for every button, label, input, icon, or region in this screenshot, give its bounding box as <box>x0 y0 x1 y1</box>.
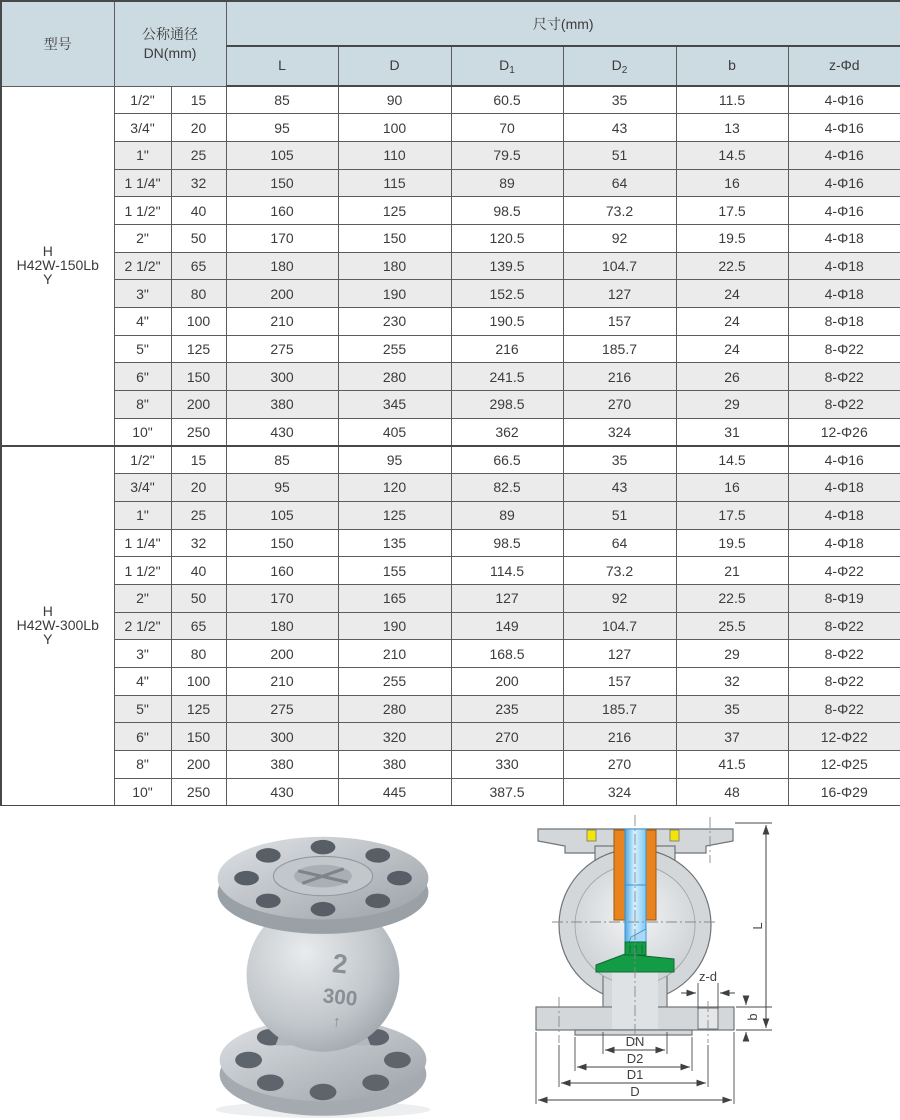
spec-cell: 155 <box>338 557 451 585</box>
spec-cell: 73.2 <box>563 197 676 225</box>
spec-cell: 4" <box>114 308 171 336</box>
header-dn-line2: DN(mm) <box>143 44 197 61</box>
table-row <box>1 557 900 585</box>
spec-cell: 92 <box>563 224 676 252</box>
spec-cell: 16 <box>676 169 788 197</box>
spec-cell: 168.5 <box>451 640 563 668</box>
header-model: 型号 <box>1 1 114 86</box>
model-text: H <box>42 603 53 620</box>
spec-cell: 4-Φ16 <box>788 86 900 114</box>
spec-cell: 110 <box>338 141 451 169</box>
spec-cell: 8-Φ22 <box>788 391 900 419</box>
spec-cell: 6" <box>114 723 171 751</box>
spec-cell: 80 <box>171 280 226 308</box>
spec-cell: 25 <box>171 501 226 529</box>
spec-cell: 51 <box>563 501 676 529</box>
spec-cell: 160 <box>226 557 338 585</box>
table-row <box>1 501 900 529</box>
spec-cell: 270 <box>563 391 676 419</box>
valve-photo <box>168 814 478 1120</box>
spec-cell: 320 <box>338 723 451 751</box>
dim-label-L: L <box>750 922 765 930</box>
spec-cell: 3" <box>114 280 171 308</box>
spec-cell: 19.5 <box>676 529 788 557</box>
spec-cell: 35 <box>563 446 676 474</box>
table-row <box>1 280 900 308</box>
spec-cell: 190 <box>338 612 451 640</box>
spec-cell: 64 <box>563 529 676 557</box>
spec-cell: 8" <box>114 391 171 419</box>
spec-cell: 104.7 <box>563 252 676 280</box>
spec-cell: 8-Φ22 <box>788 335 900 363</box>
spec-cell: 4-Φ18 <box>788 280 900 308</box>
spec-cell: 25 <box>171 141 226 169</box>
table-row <box>1 751 900 779</box>
spec-cell: 127 <box>563 280 676 308</box>
spec-cell: 8-Φ19 <box>788 584 900 612</box>
table-row <box>1 723 900 751</box>
spec-cell: 280 <box>338 695 451 723</box>
table-row <box>1 335 900 363</box>
spec-cell: 8-Φ22 <box>788 695 900 723</box>
spec-cell: 100 <box>338 114 451 142</box>
table-row <box>1 252 900 280</box>
spec-cell: 73.2 <box>563 557 676 585</box>
spec-cell: 380 <box>226 751 338 779</box>
spec-cell: 43 <box>563 114 676 142</box>
spec-cell: 80 <box>171 640 226 668</box>
spec-cell: 4" <box>114 667 171 695</box>
spec-cell: 35 <box>676 695 788 723</box>
spec-cell: 41.5 <box>676 751 788 779</box>
spec-cell: 14.5 <box>676 141 788 169</box>
spec-cell: 125 <box>171 335 226 363</box>
spec-cell: 275 <box>226 335 338 363</box>
spec-cell: 170 <box>226 584 338 612</box>
spec-cell: 120.5 <box>451 224 563 252</box>
table-row <box>1 474 900 502</box>
spec-cell: 10" <box>114 418 171 446</box>
spec-cell: 8-Φ22 <box>788 612 900 640</box>
spec-cell: 95 <box>226 474 338 502</box>
table-row <box>1 667 900 695</box>
model-text: H42W-300Lb <box>16 617 99 634</box>
spec-cell: 65 <box>171 612 226 640</box>
spec-cell: 82.5 <box>451 474 563 502</box>
spec-cell: 32 <box>171 169 226 197</box>
spec-cell: 4-Φ18 <box>788 224 900 252</box>
model-text: Y <box>43 631 53 648</box>
figures-section <box>0 806 900 1118</box>
spec-cell: 1" <box>114 141 171 169</box>
spec-cell: 70 <box>451 114 563 142</box>
spec-cell: 115 <box>338 169 451 197</box>
spec-cell: 275 <box>226 695 338 723</box>
spec-cell: 64 <box>563 169 676 197</box>
spec-cell: 29 <box>676 391 788 419</box>
header-dim-D1: $D_1$ <box>451 46 563 86</box>
spec-cell: 216 <box>563 363 676 391</box>
table-row <box>1 529 900 557</box>
spec-cell: 210 <box>226 308 338 336</box>
model-text: Y <box>43 271 53 288</box>
spec-cell: 26 <box>676 363 788 391</box>
spec-cell: 92 <box>563 584 676 612</box>
spec-cell: 43 <box>563 474 676 502</box>
spec-cell: 170 <box>226 224 338 252</box>
spec-cell: 8-Φ22 <box>788 640 900 668</box>
model-text: H42W-150Lb <box>16 257 99 274</box>
spec-cell: 324 <box>563 778 676 806</box>
spec-cell: 210 <box>226 667 338 695</box>
model-text: H <box>42 243 53 260</box>
spec-cell: 95 <box>338 446 451 474</box>
spec-cell: 139.5 <box>451 252 563 280</box>
spec-cell: 255 <box>338 667 451 695</box>
spec-cell: 149 <box>451 612 563 640</box>
photo-marking-arrow: ↑ <box>331 1013 342 1031</box>
spec-cell: 8-Φ22 <box>788 667 900 695</box>
spec-cell: 4-Φ18 <box>788 529 900 557</box>
spec-cell: 255 <box>338 335 451 363</box>
spec-cell: 1 1/2" <box>114 197 171 225</box>
spec-cell: 4-Φ16 <box>788 197 900 225</box>
spec-cell: 12-Φ25 <box>788 751 900 779</box>
table-row <box>1 363 900 391</box>
spec-cell: 8-Φ18 <box>788 308 900 336</box>
header-size: 尺寸(mm) <box>226 1 900 46</box>
spec-cell: 230 <box>338 308 451 336</box>
spec-cell: 165 <box>338 584 451 612</box>
spec-cell: 35 <box>563 86 676 114</box>
spec-cell: 157 <box>563 308 676 336</box>
spec-cell: 105 <box>226 501 338 529</box>
spec-cell: 17.5 <box>676 501 788 529</box>
spec-cell: 4-Φ18 <box>788 501 900 529</box>
spec-cell: 150 <box>171 723 226 751</box>
spec-cell: 11.5 <box>676 86 788 114</box>
spec-cell: 300 <box>226 363 338 391</box>
spec-cell: 430 <box>226 778 338 806</box>
spec-cell: 85 <box>226 86 338 114</box>
spec-cell: 241.5 <box>451 363 563 391</box>
spec-cell: 280 <box>338 363 451 391</box>
spec-cell: 330 <box>451 751 563 779</box>
spec-cell: 51 <box>563 141 676 169</box>
spec-cell: 114.5 <box>451 557 563 585</box>
spec-cell: 21 <box>676 557 788 585</box>
dim-label-D2: D2 <box>626 1051 644 1066</box>
spec-cell: 4-Φ16 <box>788 169 900 197</box>
spec-cell: 15 <box>171 446 226 474</box>
spec-cell: 190.5 <box>451 308 563 336</box>
spec-cell: 90 <box>338 86 451 114</box>
spec-cell: 185.7 <box>563 695 676 723</box>
spec-cell: 127 <box>563 640 676 668</box>
spec-cell: 85 <box>226 446 338 474</box>
packing-right <box>670 830 679 841</box>
spec-cell: 4-Φ16 <box>788 141 900 169</box>
spec-cell: 430 <box>226 418 338 446</box>
spec-cell: 150 <box>338 224 451 252</box>
spec-cell: 10" <box>114 778 171 806</box>
spec-cell: 3/4" <box>114 114 171 142</box>
table-row <box>1 584 900 612</box>
table-row <box>1 778 900 806</box>
spec-cell: 210 <box>338 640 451 668</box>
dim-label-D: D <box>630 1084 640 1099</box>
spec-cell: 95 <box>226 114 338 142</box>
spec-cell: 250 <box>171 778 226 806</box>
spec-cell: 250 <box>171 418 226 446</box>
spec-cell: 6" <box>114 363 171 391</box>
spec-cell: 60.5 <box>451 86 563 114</box>
spec-cell: 19.5 <box>676 224 788 252</box>
table-row <box>1 141 900 169</box>
spec-cell: 200 <box>451 667 563 695</box>
spec-cell: 2 1/2" <box>114 612 171 640</box>
spec-cell: 13 <box>676 114 788 142</box>
dim-label-D1: D1 <box>626 1067 644 1082</box>
spec-cell: 4-Φ16 <box>788 114 900 142</box>
spec-cell: 15 <box>171 86 226 114</box>
spec-cell: 2" <box>114 584 171 612</box>
spec-cell: 98.5 <box>451 529 563 557</box>
spec-cell: 200 <box>171 391 226 419</box>
spec-cell: 4-Φ18 <box>788 252 900 280</box>
table-header <box>1 1 900 86</box>
table-row <box>1 308 900 336</box>
spec-cell: 150 <box>226 529 338 557</box>
table-row <box>1 446 900 474</box>
model-label <box>1 446 114 806</box>
dim-label-DN: DN <box>625 1034 645 1049</box>
spec-cell: 32 <box>171 529 226 557</box>
spec-cell: 150 <box>226 169 338 197</box>
spec-cell: 380 <box>226 391 338 419</box>
spec-cell: 32 <box>676 667 788 695</box>
header-dim-D2: $D_2$ <box>563 46 676 86</box>
table-row <box>1 418 900 446</box>
table-row <box>1 169 900 197</box>
spec-cell: 100 <box>171 667 226 695</box>
table-row <box>1 640 900 668</box>
spec-cell: 345 <box>338 391 451 419</box>
spec-cell: 79.5 <box>451 141 563 169</box>
spec-cell: 180 <box>338 252 451 280</box>
spec-cell: 14.5 <box>676 446 788 474</box>
spec-cell: 216 <box>451 335 563 363</box>
spec-cell: 1/2" <box>114 446 171 474</box>
spec-cell: 2 1/2" <box>114 252 171 280</box>
spec-cell: 157 <box>563 667 676 695</box>
dim-label-b: b <box>745 1013 760 1021</box>
spec-cell: 1 1/2" <box>114 557 171 585</box>
spec-cell: 180 <box>226 612 338 640</box>
spec-cell: 200 <box>171 751 226 779</box>
table-row <box>1 695 900 723</box>
spec-cell: 3/4" <box>114 474 171 502</box>
spec-cell: 31 <box>676 418 788 446</box>
model-label <box>1 86 114 446</box>
spec-cell: 22.5 <box>676 252 788 280</box>
header-dim-zd: z-Φd <box>788 46 900 86</box>
photo-marking-size: 2 <box>331 948 350 980</box>
spec-cell: 12-Φ22 <box>788 723 900 751</box>
spec-cell: 65 <box>171 252 226 280</box>
spec-cell: 445 <box>338 778 451 806</box>
spec-cell: 12-Φ26 <box>788 418 900 446</box>
spec-cell: 50 <box>171 584 226 612</box>
spec-cell: 104.7 <box>563 612 676 640</box>
spec-cell: 1/2" <box>114 86 171 114</box>
dim-label-zd: z-d <box>698 969 718 984</box>
spec-cell: 8-Φ22 <box>788 363 900 391</box>
spec-cell: 2" <box>114 224 171 252</box>
table-row <box>1 391 900 419</box>
header-dn <box>114 1 226 86</box>
spec-cell: 100 <box>171 308 226 336</box>
spec-cell: 1 1/4" <box>114 169 171 197</box>
spec-cell: 120 <box>338 474 451 502</box>
spec-cell: 20 <box>171 114 226 142</box>
spec-cell: 40 <box>171 557 226 585</box>
header-dn-line1: 公称通径 <box>142 25 198 42</box>
spec-cell: 4-Φ16 <box>788 446 900 474</box>
spec-cell: 298.5 <box>451 391 563 419</box>
spec-cell: 160 <box>226 197 338 225</box>
spec-cell: 405 <box>338 418 451 446</box>
spec-cell: 125 <box>171 695 226 723</box>
spec-cell: 216 <box>563 723 676 751</box>
spec-cell: 98.5 <box>451 197 563 225</box>
spec-cell: 324 <box>563 418 676 446</box>
spec-cell: 152.5 <box>451 280 563 308</box>
header-dim-b: b <box>676 46 788 86</box>
spec-cell: 24 <box>676 280 788 308</box>
spec-cell: 235 <box>451 695 563 723</box>
spec-cell: 127 <box>451 584 563 612</box>
spec-cell: 4-Φ18 <box>788 474 900 502</box>
spec-cell: 180 <box>226 252 338 280</box>
spec-cell: 8" <box>114 751 171 779</box>
spec-cell: 380 <box>338 751 451 779</box>
table-row <box>1 86 900 114</box>
spec-cell: 200 <box>226 640 338 668</box>
table-row <box>1 114 900 142</box>
spec-cell: 270 <box>563 751 676 779</box>
spec-cell: 5" <box>114 695 171 723</box>
packing-left <box>587 830 596 841</box>
spec-cell: 16-Φ29 <box>788 778 900 806</box>
spec-cell: 25.5 <box>676 612 788 640</box>
spec-cell: 50 <box>171 224 226 252</box>
spec-cell: 24 <box>676 308 788 336</box>
spec-cell: 24 <box>676 335 788 363</box>
valve-drawing <box>500 813 900 1118</box>
spec-cell: 16 <box>676 474 788 502</box>
spec-cell: 270 <box>451 723 563 751</box>
table-row <box>1 612 900 640</box>
spec-cell: 89 <box>451 501 563 529</box>
spec-cell: 150 <box>171 363 226 391</box>
spec-cell: 387.5 <box>451 778 563 806</box>
photo-marking-class: 300 <box>321 984 359 1011</box>
spec-cell: 22.5 <box>676 584 788 612</box>
spec-cell: 4-Φ22 <box>788 557 900 585</box>
header-dim-D: D <box>338 46 451 86</box>
spec-cell: 37 <box>676 723 788 751</box>
spec-cell: 135 <box>338 529 451 557</box>
spec-cell: 185.7 <box>563 335 676 363</box>
spec-cell: 5" <box>114 335 171 363</box>
spec-cell: 300 <box>226 723 338 751</box>
spec-cell: 29 <box>676 640 788 668</box>
spec-cell: 125 <box>338 501 451 529</box>
spec-cell: 17.5 <box>676 197 788 225</box>
header-dim-L: L <box>226 46 338 86</box>
table-row <box>1 197 900 225</box>
spec-cell: 125 <box>338 197 451 225</box>
spec-cell: 40 <box>171 197 226 225</box>
table-row <box>1 224 900 252</box>
spec-table-body <box>1 86 900 806</box>
spec-cell: 1 1/4" <box>114 529 171 557</box>
spec-cell: 190 <box>338 280 451 308</box>
spec-cell: 48 <box>676 778 788 806</box>
spec-cell: 89 <box>451 169 563 197</box>
spec-cell: 200 <box>226 280 338 308</box>
spec-cell: 105 <box>226 141 338 169</box>
spec-cell: 362 <box>451 418 563 446</box>
spec-cell: 3" <box>114 640 171 668</box>
spec-cell: 1" <box>114 501 171 529</box>
spec-cell: 66.5 <box>451 446 563 474</box>
spec-cell: 20 <box>171 474 226 502</box>
